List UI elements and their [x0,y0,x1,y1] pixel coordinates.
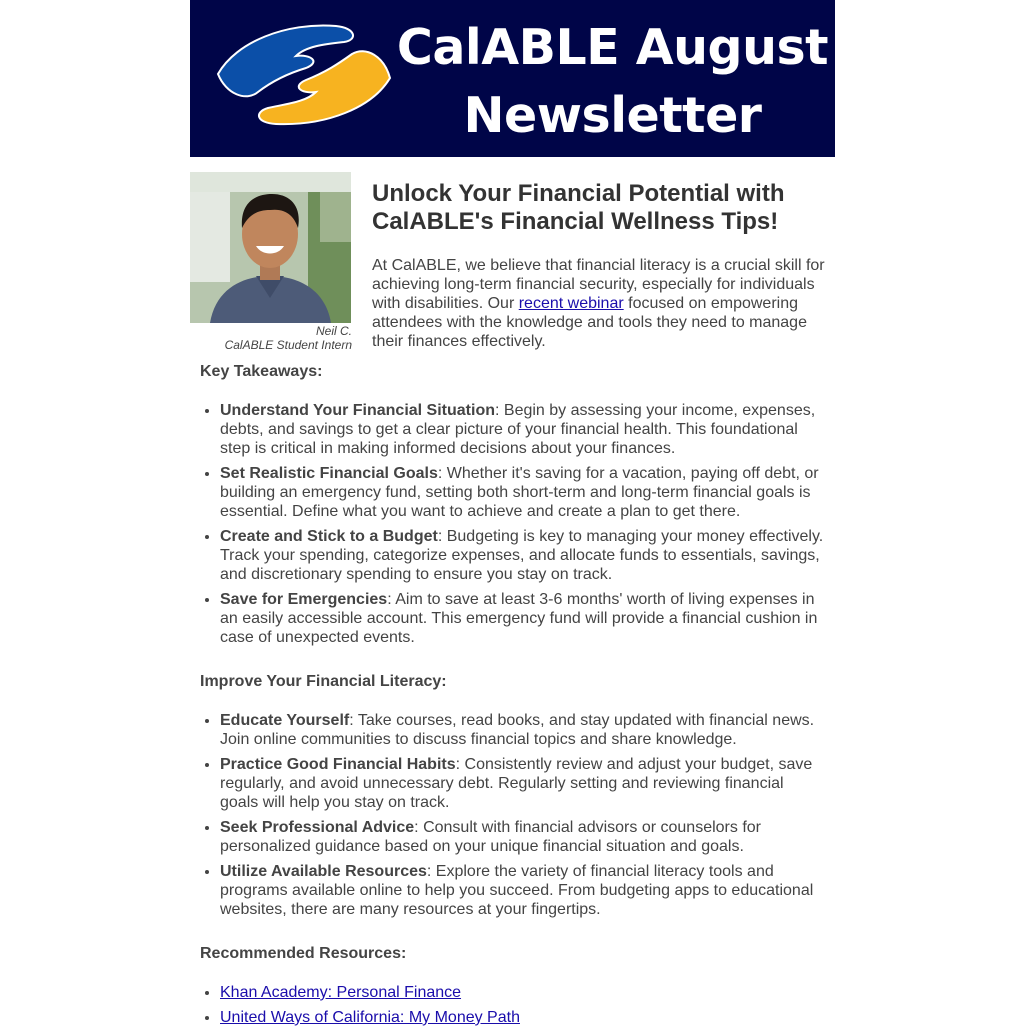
banner-title-line1: CalABLE August [396,19,829,76]
list-item [220,1008,825,1027]
list-item [220,401,825,458]
list-item-title: Understand Your Financial Situation [220,402,495,419]
list-item-title: Set Realistic Financial Goals [220,465,438,482]
list-item-text: : Consult with financial advisors or counselors for personalized guidance based on your unique financial situation and goals. [220,819,761,855]
headline-line2: CalABLE's Financial Wellness Tips! [372,208,779,235]
list-item-text: : Take courses, read books, and stay updated with financial news. Join online communities to discuss financial topics and share knowledge. [220,712,815,748]
list-item-title: Seek Professional Advice [220,819,415,836]
list-item [220,818,825,856]
key-takeaways-title: Key Takeaways: [200,363,323,380]
recommended-resources-title: Recommended Resources: [200,945,407,962]
list-item-title: Utilize Available Resources [220,863,427,880]
list-item-title: Save for Emergencies [220,591,388,608]
list-item [220,862,825,919]
recent-webinar-link[interactable]: recent webinar [518,295,624,312]
list-item [220,711,825,749]
intern-role: CalABLE Student Intern [224,338,352,352]
list-item-title: Educate Yourself [220,712,350,729]
banner-title [390,14,835,150]
headline-line1: Unlock Your Financial Potential with [372,180,785,207]
article-body [200,362,825,1033]
intern-profile [190,172,352,352]
my-money-path-link[interactable]: United Ways of California: My Money Path [220,1009,520,1026]
intern-photo [190,172,351,323]
intro-paragraph [372,256,827,351]
list-item-title: Practice Good Financial Habits [220,756,456,773]
article-headline [372,180,827,236]
list-item-text: : Consistently review and adjust your budget, save regularly, and avoid unnecessary debt. Regularly setting and reviewing financial goals will help you stay on track. [220,756,813,811]
intern-caption [190,324,352,352]
intro-text-before: At CalABLE, we believe that financial literacy is a crucial skill for achieving long-term financial security, especially for individuals with disabilities. Our [372,257,825,312]
recommended-resources-list [200,983,825,1027]
list-item-text: : Whether it's saving for a vacation, paying off debt, or building an emergency fund, setting both short-term and long-term financial goals is essential. Define what you want to achieve and create a plan to get there. [220,465,819,520]
list-item-text: : Budgeting is key to managing your money effectively. Track your spending, categorize expenses, and allocate funds to essentials, savings, and discretionary spending to ensure you stay on track. [220,528,824,583]
intro-text-after: focused on empowering attendees with the knowledge and tools they need to manage their finances effectively. [372,295,807,350]
list-item [220,755,825,812]
intern-name: Neil C. [315,324,352,338]
list-item [220,527,825,584]
intern-portrait-image [190,172,351,323]
list-item-text: : Begin by assessing your income, expenses, debts, and savings to get a clear picture of your financial health. This foundational step is critical in making informed decisions about your finances. [220,402,816,457]
newsletter-banner [190,0,835,157]
list-item-title: Create and Stick to a Budget [220,528,438,545]
financial-literacy-list [200,711,825,919]
list-item-text: : Explore the variety of financial literacy tools and programs available online to help you succeed. From budgeting apps to educational websites, there are many resources at your fingertips. [220,863,814,918]
article-intro [372,180,827,351]
key-takeaways-list [200,401,825,647]
financial-literacy-title: Improve Your Financial Literacy: [200,673,447,690]
list-item-text: : Aim to save at least 3-6 months' worth of living expenses in an easily accessible account. This emergency fund will provide a financial cushion in case of unexpected events. [220,591,818,646]
list-item [220,464,825,521]
calable-hands-logo [216,22,392,128]
list-item [220,590,825,647]
khan-academy-link[interactable]: Khan Academy: Personal Finance [220,984,462,1001]
banner-title-line2: Newsletter [463,87,762,144]
list-item [220,983,825,1002]
